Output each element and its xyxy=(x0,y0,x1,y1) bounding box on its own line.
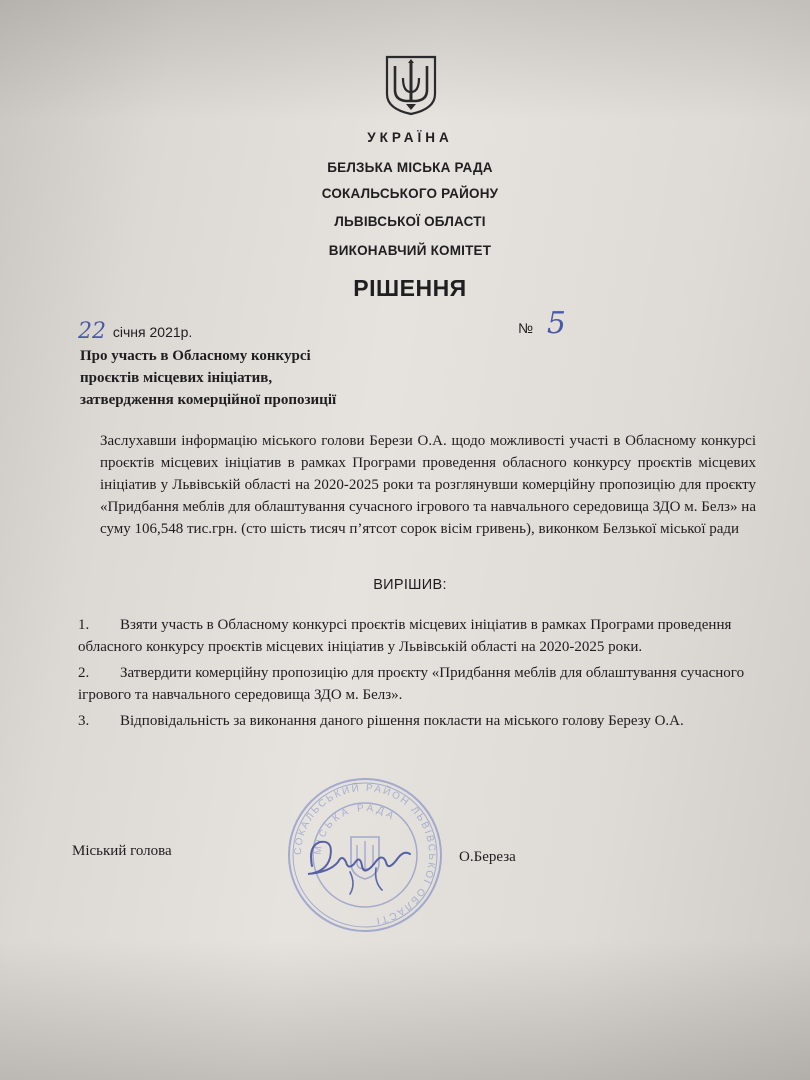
header-district: СОКАЛЬСЬКОГО РАЙОНУ xyxy=(321,186,499,201)
stamp-inner-text: МІСЬКА РАДА xyxy=(312,802,398,856)
header-country: УКРАЇНА xyxy=(367,130,453,145)
decision-items xyxy=(78,614,758,736)
subject-line: Про участь в Обласному конкурсі xyxy=(80,348,311,364)
item-number: 2. xyxy=(78,665,90,681)
item-number: 3. xyxy=(78,713,90,729)
number-line xyxy=(518,306,566,341)
subject-line: затвердження комерційної пропозиції xyxy=(80,392,337,408)
handwritten-number: 5 xyxy=(546,306,567,341)
item-text: Відповідальність за виконання даного рішення покласти на міського голову Березу О.А. xyxy=(120,713,684,729)
header-region: ЛЬВІВСЬКОЇ ОБЛАСТІ xyxy=(334,214,486,229)
item-text: Затвердити комерційну пропозицію для проєкту «Придбання меблів для облаштування сучасного ігрового та навчального середовища ЗДО м. Белз». xyxy=(78,665,745,703)
subject-line: проєктів місцевих ініціатив, xyxy=(80,370,273,386)
mayor-name: О.Береза xyxy=(459,849,516,865)
decision-item xyxy=(78,614,758,658)
header-committee: ВИКОНАВЧИЙ КОМІТЕТ xyxy=(328,243,492,258)
stamp-outer-text: СОКАЛЬСЬКИЙ РАЙОН ЛЬВІВСЬКОЇ ОБЛАСТІ xyxy=(292,782,438,927)
item-number: 1. xyxy=(78,617,90,633)
number-label: № xyxy=(518,320,534,336)
date-month-year: січня 2021р. xyxy=(112,324,193,340)
shadow-bottom xyxy=(0,940,810,1080)
handwritten-day: 22 xyxy=(78,319,106,344)
trident-emblem-icon xyxy=(384,54,438,116)
decided-heading: ВИРІШИВ: xyxy=(373,577,447,593)
decision-item xyxy=(78,662,758,706)
header-council: БЕЛЗЬКА МІСЬКА РАДА xyxy=(327,160,493,175)
intro-paragraph: Заслухавши інформацію міського голови Берези О.А. щодо можливості участі в Обласному конкурсі проєктів місцевих ініціатив в рамках Програми проведення обласного конкурсу проєктів місцевих ініціатив у Львівській області на 2020-2025 роки та розглянувши комерційну пропозицію для проєкту «Придбання меблів для облаштування сучасного ігрового та навчального середовища ЗДО м. Белз» на суму 106,548 тис.грн. (сто шість тисяч п’ятсот сорок вісім гривень), виконком Белзької міської ради xyxy=(100,433,756,537)
item-text: Взяти участь в Обласному конкурсі проєктів місцевих ініціатив в рамках Програми проведення обласного конкурсу проєктів місцевих ініціатив у Львівській області на 2020-2025 роки. xyxy=(78,617,732,655)
handwritten-signature xyxy=(290,828,420,898)
decision-item xyxy=(78,710,758,732)
document-type-title: РІШЕННЯ xyxy=(353,275,467,301)
date-line xyxy=(78,318,192,343)
document-subject xyxy=(80,345,420,411)
mayor-position: Міський голова xyxy=(72,843,172,859)
